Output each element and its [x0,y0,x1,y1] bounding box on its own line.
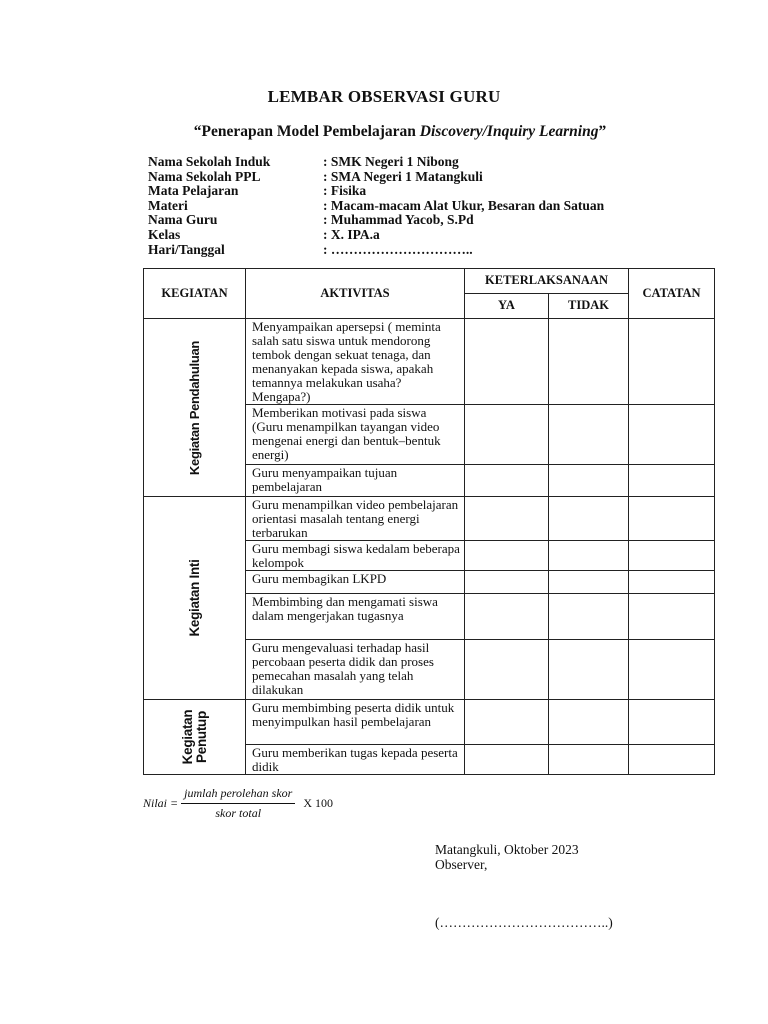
group-pendahuluan [144,319,246,497]
subtitle-model-name: Discovery/Inquiry Learning [419,123,599,140]
info-row-teacher [148,213,604,228]
info-label: Mata Pelajaran [148,183,239,199]
catatan-cell[interactable] [629,405,715,465]
catatan-cell[interactable] [629,640,715,700]
formula-denominator: skor total [215,806,262,820]
ya-cell[interactable] [465,497,549,541]
formula-lhs: Nilai = [143,796,179,810]
activity-cell: Membimbing dan mengamati siswa dalam mengerjakan tugasnya [246,594,465,640]
group-label-penutup-line2: Penutup [193,711,209,763]
tidak-cell[interactable] [549,319,629,405]
group-label-pendahuluan: Kegiatan Pendahuluan [186,340,202,475]
identity-block [148,155,604,257]
observation-table [143,268,715,775]
signature-role: Observer, [435,857,488,872]
activity-cell: Guru membimbing peserta didik untuk menyimpulkan hasil pembelajaran [246,700,465,745]
info-row-school-ppl [148,170,604,185]
info-label: Nama Sekolah Induk [148,154,271,169]
catatan-cell[interactable] [629,571,715,594]
info-value: : X. IPA.a [323,226,380,242]
ya-cell[interactable] [465,465,549,497]
info-row-class [148,228,604,243]
group-label-penutup [181,710,209,765]
formula-fraction [181,786,295,821]
group-label-penutup-line1: Kegiatan [179,709,195,765]
activity-cell: Menyampaikan apersepsi ( meminta salah satu siswa untuk mendorong tembok dengan sekuat tenaga, dan menanyakan kepada siswa, apakah temannya melakukan usaha? Mengapa?) [246,319,465,405]
group-label-inti: Kegiatan Inti [186,559,202,637]
info-row-date [148,243,604,258]
info-row-material [148,199,604,214]
info-value: : Macam-macam Alat Ukur, Besaran dan Satuan [323,197,605,213]
catatan-cell[interactable] [629,319,715,405]
tidak-cell[interactable] [549,571,629,594]
activity-cell: Memberikan motivasi pada siswa (Guru menampilkan tayangan video mengenai energi dan bentuk–bentuk energi) [246,405,465,465]
activity-cell: Guru menyampaikan tujuan pembelajaran [246,465,465,497]
info-value: : SMA Negeri 1 Matangkuli [323,168,483,184]
info-label: Kelas [148,226,181,242]
header-keterlaksanaan: KETERLAKSANAAN [465,269,629,294]
header-tidak: TIDAK [549,294,629,319]
info-value: : SMK Negeri 1 Nibong [323,154,459,169]
ya-cell[interactable] [465,640,549,700]
info-label: Materi [148,197,188,213]
header-catatan: CATATAN [629,269,715,319]
info-value: : Fisika [323,183,367,199]
activity-cell: Guru membagikan LKPD [246,571,465,594]
ya-cell[interactable] [465,594,549,640]
info-label: Nama Guru [148,212,218,228]
score-formula [143,786,333,821]
catatan-cell[interactable] [629,594,715,640]
subtitle-open: “Penerapan Model Pembelajaran [193,123,420,140]
formula-multiplier: X 100 [303,796,333,810]
info-row-school-origin [148,155,604,170]
ya-cell[interactable] [465,571,549,594]
catatan-cell[interactable] [629,497,715,541]
page-title: LEMBAR OBSERVASI GURU [267,87,501,106]
tidak-cell[interactable] [549,594,629,640]
group-inti [144,497,246,700]
ya-cell[interactable] [465,541,549,571]
signature-place-date: Matangkuli, Oktober 2023 [435,842,579,857]
tidak-cell[interactable] [549,405,629,465]
tidak-cell[interactable] [549,745,629,775]
tidak-cell[interactable] [549,497,629,541]
ya-cell[interactable] [465,405,549,465]
ya-cell[interactable] [465,700,549,745]
info-row-subject [148,184,604,199]
header-aktivitas: AKTIVITAS [246,269,465,319]
formula-numerator: jumlah perolehan skor [181,786,295,804]
catatan-cell[interactable] [629,745,715,775]
tidak-cell[interactable] [549,700,629,745]
subtitle-close: ” [598,123,607,140]
info-value: : Muhammad Yacob, S.Pd [323,212,474,228]
activity-cell: Guru memberikan tugas kepada peserta didik [246,745,465,775]
tidak-cell[interactable] [549,640,629,700]
catatan-cell[interactable] [629,465,715,497]
catatan-cell[interactable] [629,541,715,571]
catatan-cell[interactable] [629,700,715,745]
ya-cell[interactable] [465,745,549,775]
info-value: : ………………………….. [323,241,473,257]
tidak-cell[interactable] [549,541,629,571]
header-kegiatan: KEGIATAN [144,269,246,319]
ya-cell[interactable] [465,319,549,405]
tidak-cell[interactable] [549,465,629,497]
activity-cell: Guru membagi siswa kedalam beberapa kelompok [246,541,465,571]
info-label: Nama Sekolah PPL [148,168,261,184]
signature-blank: (………………………………..) [435,915,613,930]
header-ya: YA [465,294,549,319]
page-subtitle [0,123,768,141]
activity-cell: Guru menampilkan video pembelajaran orientasi masalah tentang energi terbarukan [246,497,465,541]
activity-cell: Guru mengevaluasi terhadap hasil percobaan peserta didik dan proses pemecahan masalah yang telah dilakukan [246,640,465,700]
group-penutup [144,700,246,775]
info-label: Hari/Tanggal [148,241,225,257]
